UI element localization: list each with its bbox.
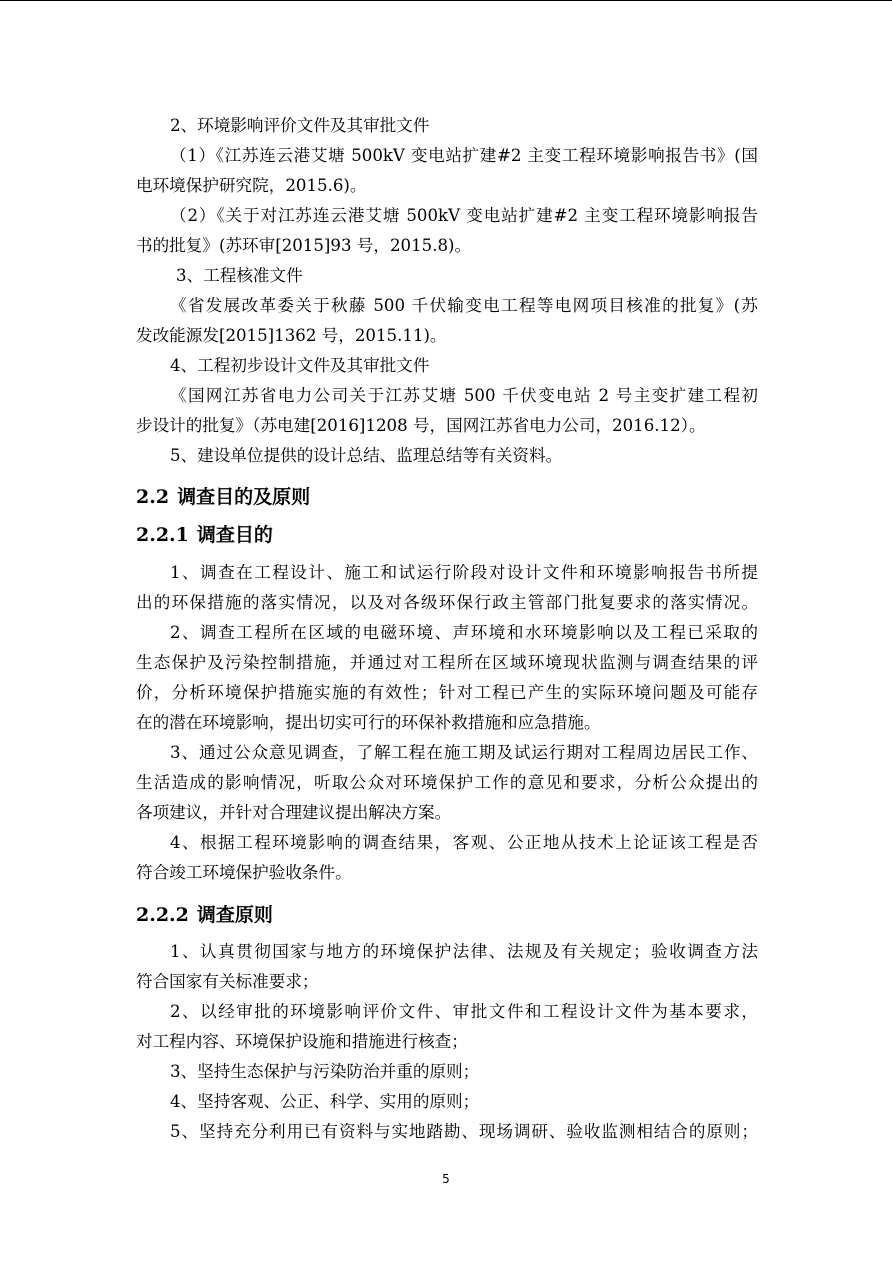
heading-2-2-1-number: 2.2.1 xyxy=(136,524,189,546)
item3-title: 3、工程核准文件 xyxy=(176,266,303,285)
item2-2-line2: 书的批复》(苏环审[2015]93 号，2015.8)。 xyxy=(136,236,472,255)
purpose-p4-line2: 符合竣工环境保护验收条件。 xyxy=(136,863,352,882)
purpose-p1-line2: 出的环保措施的落实情况，以及对各级环保行政主管部门批复要求的落实情况。 xyxy=(136,593,758,612)
item2-title: 2、环境影响评价文件及其审批文件 xyxy=(170,116,430,135)
principle-p4: 4、坚持客观、公正、科学、实用的原则； xyxy=(170,1092,480,1111)
item2-2-line1: （2）《关于对江苏连云港艾塘 500kV 变电站扩建#2 主变工程环境影响报告 xyxy=(170,206,758,225)
principle-p2-line1: 2、以经审批的环境影响评价文件、审批文件和工程设计文件为基本要求， xyxy=(170,1002,758,1021)
principle-p2-line2: 对工程内容、环境保护设施和措施进行核查； xyxy=(136,1032,468,1051)
heading-2-2-2-number: 2.2.2 xyxy=(136,904,189,926)
principle-p5: 5、坚持充分利用已有资料与实地踏勘、现场调研、验收监测相结合的原则； xyxy=(170,1122,758,1141)
purpose-p2-line4: 在的潜在环境影响，提出切实可行的环保补救措施和应急措施。 xyxy=(136,713,601,732)
purpose-p3-line1: 3、通过公众意见调查，了解工程在施工期及试运行期对工程周边居民工作、 xyxy=(170,743,758,762)
heading-2-2-1 xyxy=(136,520,273,547)
purpose-p2-line2: 生态保护及污染控制措施，并通过对工程所在区域环境现状监测与调查结果的评 xyxy=(136,653,758,672)
heading-2-2 xyxy=(136,482,310,509)
heading-2-2-2-title: 调查原则 xyxy=(196,904,273,926)
item2-1-line2: 电环境保护研究院，2015.6)。 xyxy=(136,176,367,195)
item3-line2: 发改能源发[2015]1362 号，2015.11)。 xyxy=(136,326,447,345)
purpose-p3-line2: 生活造成的影响情况，听取公众对环境保护工作的意见和要求，分析公众提出的 xyxy=(136,773,758,792)
item2-1-line1: （1）《江苏连云港艾塘 500kV 变电站扩建#2 主变工程环境影响报告书》(国 xyxy=(170,146,758,165)
purpose-p1-line1: 1、调查在工程设计、施工和试运行阶段对设计文件和环境影响报告书所提 xyxy=(170,563,758,582)
purpose-p4-line1: 4、根据工程环境影响的调查结果，客观、公正地从技术上论证该工程是否 xyxy=(170,833,758,852)
heading-2-2-title: 调查目的及原则 xyxy=(177,486,311,508)
heading-2-2-number: 2.2 xyxy=(136,486,170,508)
item4-title: 4、工程初步设计文件及其审批文件 xyxy=(170,356,430,375)
heading-2-2-1-title: 调查目的 xyxy=(196,524,273,546)
page-number: 5 xyxy=(442,1172,450,1186)
item5: 5、建设单位提供的设计总结、监理总结等有关资料。 xyxy=(170,446,563,465)
principle-p1-line2: 符合国家有关标准要求； xyxy=(136,972,319,991)
heading-2-2-2 xyxy=(136,900,273,927)
principle-p3: 3、坚持生态保护与污染防治并重的原则； xyxy=(170,1062,480,1081)
purpose-p2-line3: 价，分析环境保护措施实施的有效性；针对工程已产生的实际环境问题及可能存 xyxy=(136,683,758,702)
purpose-p2-line1: 2、调查工程所在区域的电磁环境、声环境和水环境影响以及工程已采取的 xyxy=(170,623,758,642)
item3-line1: 《省发展改革委关于秋藤 500 千伏输变电工程等电网项目核准的批复》(苏 xyxy=(170,296,758,315)
item4-line1: 《国网江苏省电力公司关于江苏艾塘 500 千伏变电站 2 号主变扩建工程初 xyxy=(170,386,758,405)
item4-line2: 步设计的批复》（苏电建[2016]1208 号，国网江苏省电力公司，2016.12）。 xyxy=(136,416,706,435)
principle-p1-line1: 1、认真贯彻国家与地方的环境保护法律、法规及有关规定；验收调查方法 xyxy=(170,942,758,961)
purpose-p3-line3: 各项建议，并针对合理建议提出解决方案。 xyxy=(136,803,452,822)
